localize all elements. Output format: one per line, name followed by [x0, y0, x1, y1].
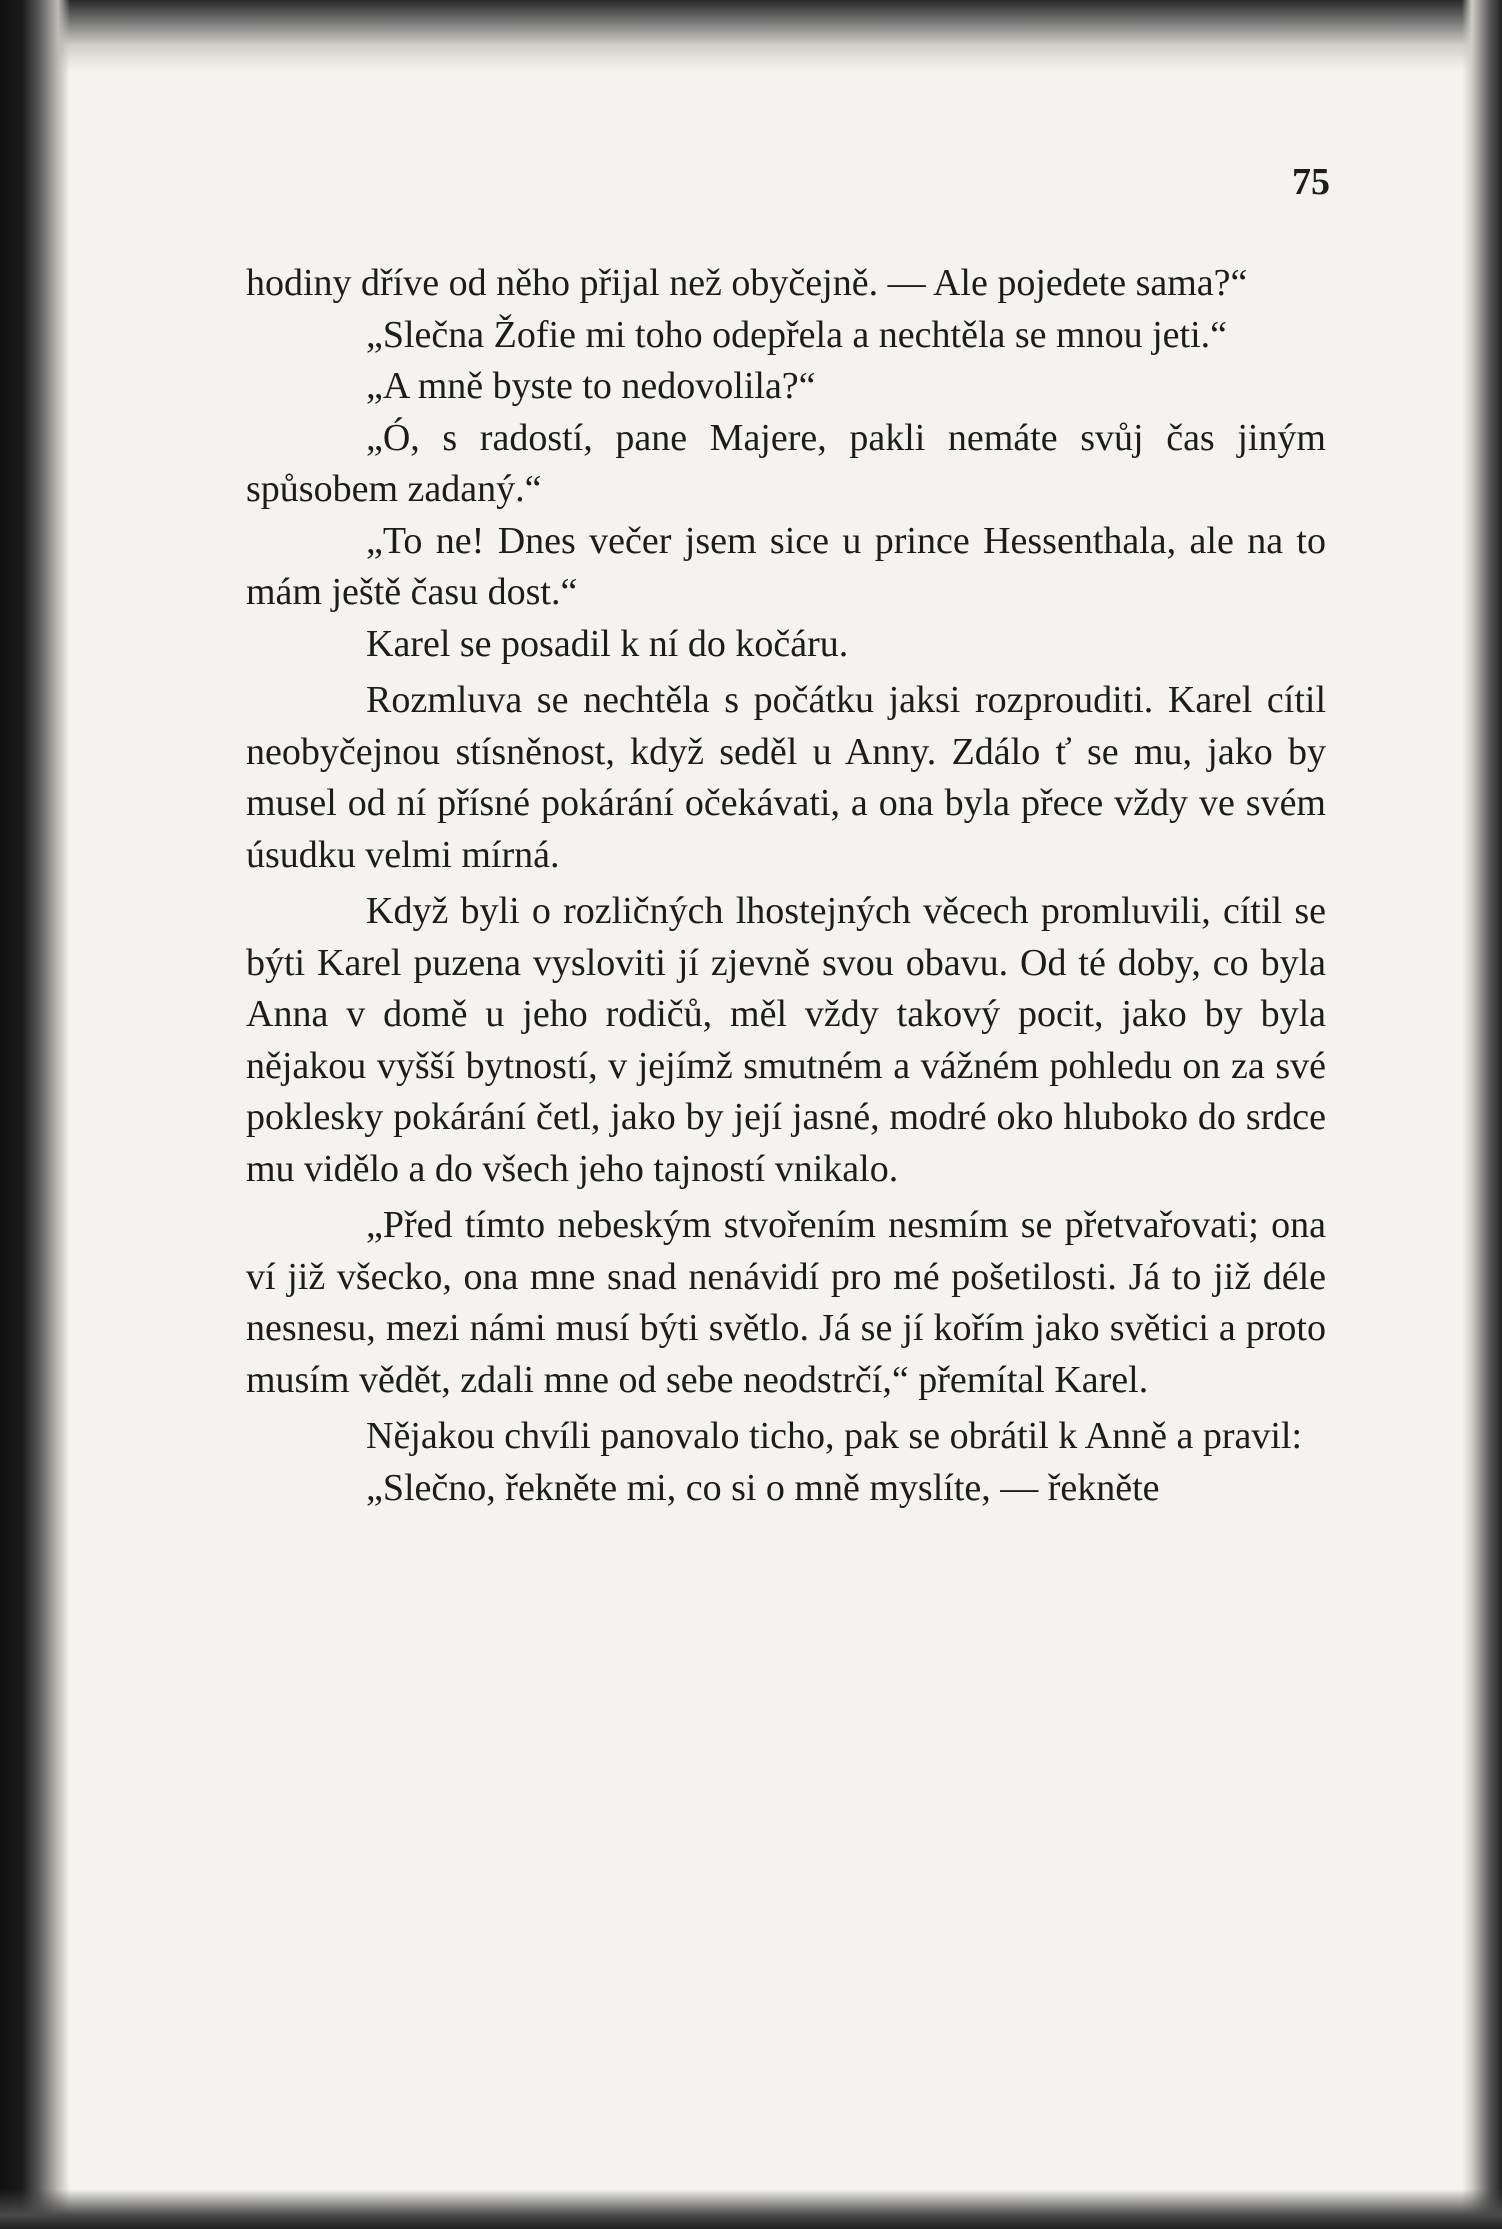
scan-shadow-right	[1462, 0, 1502, 2229]
paragraph-11: „Slečno, řekněte mi, co si o mně myslíte, — řekněte	[366, 1466, 1160, 1509]
paragraph-8: Když byli o rozličných lhostejných věcech promluvili, cítil se býti Karel puzena vysloviti jí zjevně svou obavu. Od té doby, co byla Anna v domě u jeho rodičů, měl vždy takový pocit, jako by byla nějakou vyšší bytností, v jejímž smutném a vážném pohledu on za své poklesky pokárání četl, jako by její jasné, modré oko hluboko do srdce mu vidělo a do všech jeho tajností vnikalo.	[246, 890, 1326, 1190]
paragraph-2: „Slečna Žofie mi toho odepřela a nechtěla se mnou jeti.“	[366, 313, 1227, 356]
paragraph-9: „Před tímto nebeským stvořením nesmím se přetvařovati; ona ví již všecko, ona mne snad nenávidí pro mé pošetilosti. Já to již déle nesnesu, mezi námi musí býti světlo. Já se jí kořím jako světici a proto musím vědět, zdali mne od sebe neodstrčí,“ přemítal Karel.	[246, 1204, 1326, 1401]
book-spine-shadow	[0, 0, 70, 2229]
paragraph-3: „A mně byste to nedovolila?“	[366, 365, 816, 407]
body-text	[246, 258, 1326, 1514]
paragraph-4: „Ó, s radostí, pane Majere, pakli nemáte svůj čas jiným spůsobem zadaný.“	[246, 416, 1326, 510]
paragraph-10: Nějakou chvíli panovalo ticho, pak se obrátil k Anně a pravil:	[366, 1415, 1303, 1457]
paragraph-5: „To ne! Dnes večer jsem sice u prince Hessenthala, ale na to mám ještě času dost.“	[246, 519, 1326, 613]
scan-shadow-bottom	[0, 2189, 1502, 2229]
scan-shadow-top	[0, 0, 1502, 70]
paragraph-7: Rozmluva se nechtěla s počátku jaksi rozprouditi. Karel cítil neobyčejnou stísněnost, když seděl u Anny. Zdálo ť se mu, jako by musel od ní přísné pokárání očekávati, a ona byla přece vždy ve svém úsudku velmi mírná.	[246, 679, 1326, 876]
paragraph-1: hodiny dříve od něho přijal než obyčejně. — Ale pojedete sama?“	[246, 262, 1248, 304]
page-number: 75	[1292, 161, 1330, 203]
paragraph-6: Karel se posadil k ní do kočáru.	[366, 622, 849, 665]
